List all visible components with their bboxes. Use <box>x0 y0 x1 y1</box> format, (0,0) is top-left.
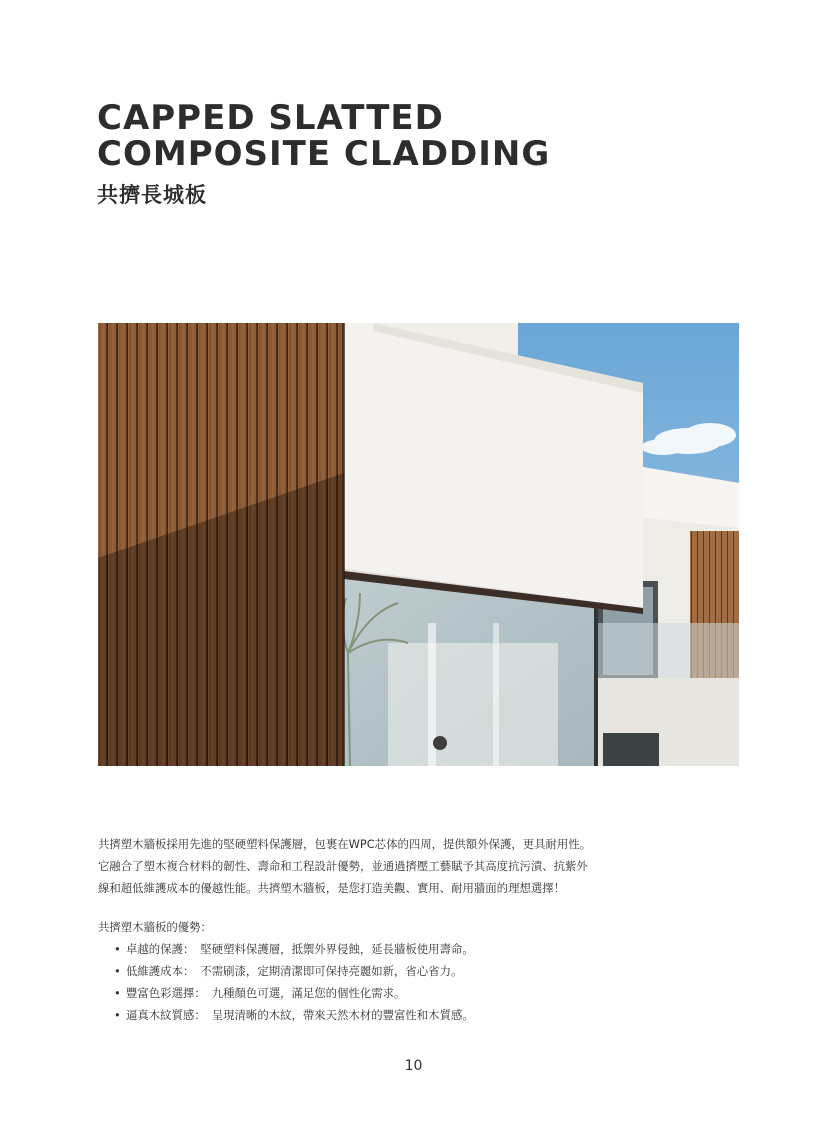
list-item <box>98 982 474 1004</box>
bullet-icon: • <box>114 942 121 956</box>
description-line-2: 它融合了塑木複合材料的韌性、壽命和工程設計優勢，並通過擠壓工藝賦予其高度抗污漬、抗紫外 <box>98 859 588 873</box>
description-line-1: 共擠塑木牆板採用先進的堅硬塑料保護層，包裹在WPC芯体的四周，提供額外保護，更具耐用性。 <box>98 837 592 851</box>
advantage-label: 卓越的保護： <box>126 942 195 956</box>
list-item <box>98 938 474 960</box>
list-item <box>98 1004 474 1026</box>
advantage-label: 逼真木紋質感： <box>126 1008 206 1022</box>
advantage-label: 低維護成本： <box>126 964 195 978</box>
page-title <box>97 100 550 172</box>
advantage-label: 豐富色彩選擇： <box>126 986 206 1000</box>
product-description <box>98 833 738 899</box>
advantage-text: 不需刷漆，定期清潔即可保持亮麗如新，省心省力。 <box>200 964 463 978</box>
bullet-icon: • <box>114 1008 121 1022</box>
advantage-text: 九種顏色可選，滿足您的個性化需求。 <box>211 986 406 1000</box>
description-line-3: 線和超低維護成本的優越性能。共擠塑木牆板，是您打造美觀、實用、耐用牆面的理想選擇！ <box>98 881 566 895</box>
advantage-text: 呈現清晰的木紋，帶來天然木材的豐富性和木質感。 <box>211 1008 474 1022</box>
bullet-icon: • <box>114 986 121 1000</box>
list-item <box>98 960 474 982</box>
title-line-1: CAPPED SLATTED <box>97 98 444 138</box>
advantage-text: 堅硬塑料保護層，抵禦外界侵蝕，延長牆板使用壽命。 <box>200 942 474 956</box>
advantages-list <box>98 938 474 1026</box>
bullet-icon: • <box>114 964 121 978</box>
page-subtitle: 共擠長城板 <box>97 183 207 207</box>
title-line-2: COMPOSITE CLADDING <box>97 134 551 174</box>
page-number: 10 <box>404 1058 423 1074</box>
advantages-heading: 共擠塑木牆板的優勢： <box>98 920 212 934</box>
building-photo <box>98 323 739 766</box>
